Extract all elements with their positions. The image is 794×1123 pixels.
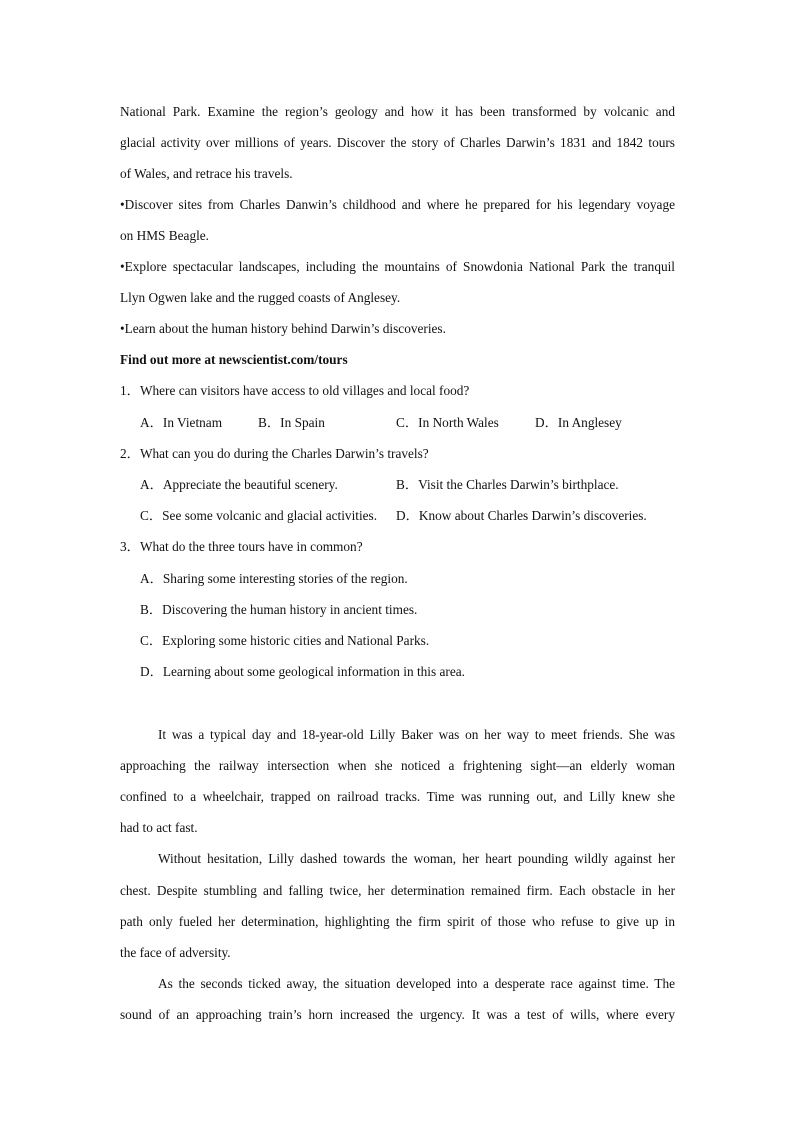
question-2-stem: 2．What can you do during the Charles Darwin’s travels? <box>120 446 429 461</box>
passage-a-line: National Park. Examine the region’s geology and how it has been transformed by volcanic and <box>120 104 675 119</box>
passage-a-line: Llyn Ogwen lake and the rugged coasts of Anglesey. <box>120 290 401 305</box>
question-3-option-a: A．Sharing some interesting stories of the region. <box>140 571 408 586</box>
question-3-option-c: C．Exploring some historic cities and National Parks. <box>140 633 430 648</box>
passage-b-paragraph-3-line: As the seconds ticked away, the situation developed into a desperate race against time. The <box>158 976 675 991</box>
passage-a-bullet-line: •Discover sites from Charles Danwin’s childhood and where he prepared for his legendary voyage <box>120 197 675 212</box>
passage-a-line: glacial activity over millions of years. Discover the story of Charles Darwin’s 1831 and 1842 tours <box>120 135 675 150</box>
question-1-stem: 1．Where can visitors have access to old villages and local food? <box>120 383 470 398</box>
passage-b-line: chest. Despite stumbling and falling twice, her determination remained firm. Each obstacle in her <box>120 883 675 898</box>
question-2-option-d: D．Know about Charles Darwin’s discoveries. <box>396 508 647 523</box>
question-2-option-a: A．Appreciate the beautiful scenery. <box>140 477 338 492</box>
question-3-option-d: D．Learning about some geological information in this area. <box>140 664 465 679</box>
passage-b-line: approaching the railway intersection when she noticed a frightening sight—an elderly woman <box>120 758 675 773</box>
question-2-option-b: B．Visit the Charles Darwin’s birthplace. <box>396 477 619 492</box>
passage-b-line: path only fueled her determination, highlighting the firm spirit of those who refuse to give up in <box>120 914 675 929</box>
passage-b-line: confined to a wheelchair, trapped on railroad tracks. Time was running out, and Lilly knew she <box>120 789 675 804</box>
question-1-option-b: B．In Spain <box>258 415 325 430</box>
passage-b-line: sound of an approaching train’s horn increased the urgency. It was a test of wills, where every <box>120 1007 675 1022</box>
passage-a-line: of Wales, and retrace his travels. <box>120 166 293 181</box>
question-2-option-c: C．See some volcanic and glacial activities. <box>140 508 378 523</box>
question-3-stem: 3．What do the three tours have in common? <box>120 539 363 554</box>
passage-a-line: on HMS Beagle. <box>120 228 210 243</box>
passage-b-paragraph-1-line: It was a typical day and 18-year-old Lilly Baker was on her way to meet friends. She was <box>158 727 675 742</box>
question-3-option-b: B．Discovering the human history in ancient times. <box>140 602 418 617</box>
passage-a-bullet-line: •Explore spectacular landscapes, including the mountains of Snowdonia National Park the tranquil <box>120 259 675 274</box>
question-1-option-a: A．In Vietnam <box>140 415 223 430</box>
passage-b-paragraph-2-line: Without hesitation, Lilly dashed towards the woman, her heart pounding wildly against her <box>158 851 675 866</box>
passage-b-line: the face of adversity. <box>120 945 231 960</box>
question-1-option-d: D．In Anglesey <box>535 415 622 430</box>
find-out-more-text: Find out more at newscientist.com/tours <box>120 352 348 367</box>
passage-a-bullet-line: •Learn about the human history behind Darwin’s discoveries. <box>120 321 446 336</box>
passage-b-line: had to act fast. <box>120 820 198 835</box>
question-1-option-c: C．In North Wales <box>396 415 499 430</box>
